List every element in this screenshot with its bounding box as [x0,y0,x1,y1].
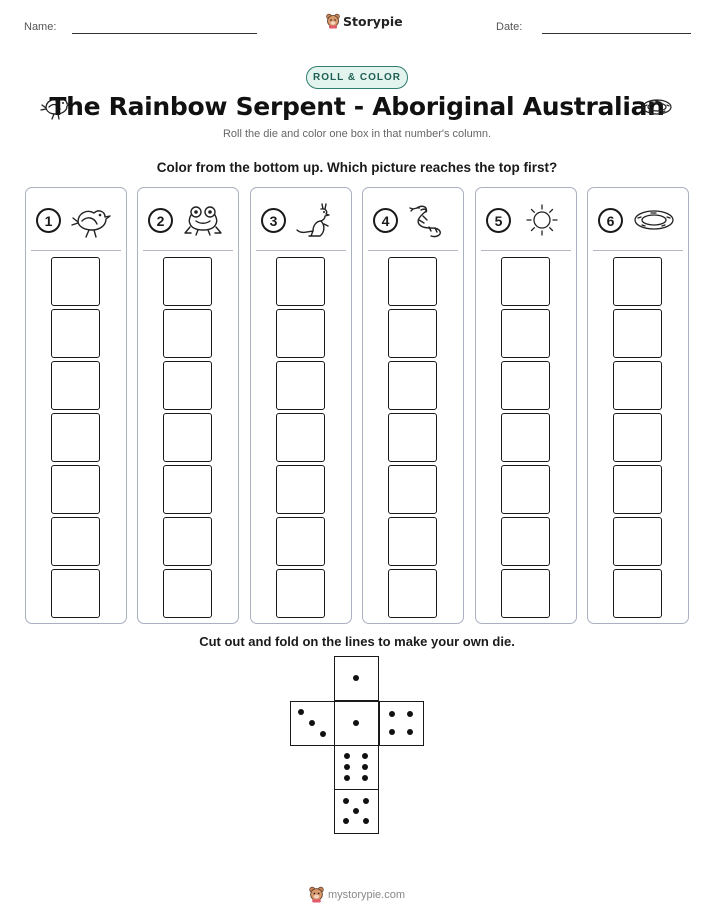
die-face-6 [334,745,379,790]
color-box[interactable] [501,309,550,358]
column-4 [362,187,464,624]
pip [362,764,368,770]
kangaroo-icon [295,200,339,240]
column-divider [256,250,346,251]
page-title: The Rainbow Serpent - Aboriginal Australian [49,92,665,121]
column-6 [587,187,689,624]
column-2 [137,187,239,624]
color-box[interactable] [613,257,662,306]
column-number: 6 [598,208,623,233]
die-face-1 [334,656,379,701]
color-box[interactable] [51,569,100,618]
color-box[interactable] [613,517,662,566]
column-header [476,188,576,250]
bear-mascot-icon [309,886,324,903]
color-box[interactable] [51,309,100,358]
color-box[interactable] [276,257,325,306]
column-divider [368,250,458,251]
color-box[interactable] [501,257,550,306]
color-box[interactable] [613,413,662,462]
column-header [588,188,688,250]
pip [298,709,304,715]
column-number: 4 [373,208,398,233]
pip [407,711,413,717]
color-box[interactable] [276,309,325,358]
color-box[interactable] [388,361,437,410]
waterhole-icon [632,200,676,240]
die-face-3 [290,701,335,746]
color-box[interactable] [388,465,437,514]
pip [363,798,369,804]
pip [344,764,350,770]
color-box[interactable] [276,465,325,514]
footer [0,886,714,903]
color-box[interactable] [388,517,437,566]
frog-icon [182,200,226,240]
pip [320,731,326,737]
column-number: 1 [36,208,61,233]
sun-icon [520,200,564,240]
color-box[interactable] [163,257,212,306]
column-number: 5 [486,208,511,233]
cut-instruction: Cut out and fold on the lines to make your own die. [199,634,515,649]
color-box[interactable] [388,569,437,618]
bear-mascot-icon [326,13,340,29]
pip [309,720,315,726]
die-face-4 [379,701,424,746]
column-header [251,188,351,250]
column-divider [143,250,233,251]
column-number: 2 [148,208,173,233]
pip [344,753,350,759]
pip [363,818,369,824]
brand-name: Storypie [343,13,403,29]
die-face-5 [334,789,379,834]
pip [362,753,368,759]
die-face-1 [334,701,379,746]
color-box[interactable] [51,257,100,306]
pip [344,775,350,781]
pip [389,729,395,735]
color-box[interactable] [51,517,100,566]
color-box[interactable] [501,361,550,410]
color-box[interactable] [388,413,437,462]
pip [353,720,359,726]
pip [343,798,349,804]
column-header [363,188,463,250]
name-line[interactable] [72,33,257,34]
pip [362,775,368,781]
color-box[interactable] [276,517,325,566]
color-box[interactable] [276,413,325,462]
column-5 [475,187,577,624]
footer-site[interactable]: mystorypie.com [327,888,406,901]
color-box[interactable] [163,361,212,410]
activity-badge: ROLL & COLOR [306,66,408,89]
color-box[interactable] [501,569,550,618]
color-box[interactable] [501,517,550,566]
column-number: 3 [261,208,286,233]
page-subtitle: Roll the die and color one box in that number's column. [222,128,492,140]
column-header [138,188,238,250]
pip [389,711,395,717]
color-box[interactable] [276,361,325,410]
column-1 [25,187,127,624]
color-box[interactable] [613,309,662,358]
pip [343,818,349,824]
color-box[interactable] [51,465,100,514]
color-box[interactable] [501,465,550,514]
color-box[interactable] [388,309,437,358]
color-box[interactable] [276,569,325,618]
waterhole-icon [641,97,673,117]
color-box[interactable] [388,257,437,306]
column-divider [481,250,571,251]
color-box[interactable] [613,569,662,618]
pip [353,808,359,814]
color-box[interactable] [613,361,662,410]
pip [407,729,413,735]
bird-icon [70,200,114,240]
color-box[interactable] [51,413,100,462]
name-label: Name: [24,21,57,33]
color-box[interactable] [163,517,212,566]
color-box[interactable] [163,309,212,358]
instruction-text: Color from the bottom up. Which picture reaches the top first? [156,160,558,175]
color-box[interactable] [613,465,662,514]
snake-icon [407,200,451,240]
column-divider [593,250,683,251]
column-divider [31,250,121,251]
color-box[interactable] [163,569,212,618]
date-label: Date: [496,21,523,33]
color-box[interactable] [163,465,212,514]
color-box[interactable] [51,361,100,410]
pip [353,675,359,681]
color-box[interactable] [501,413,550,462]
date-line[interactable] [542,33,691,34]
column-header [26,188,126,250]
color-box[interactable] [163,413,212,462]
column-3 [250,187,352,624]
brand-logo [326,13,403,29]
